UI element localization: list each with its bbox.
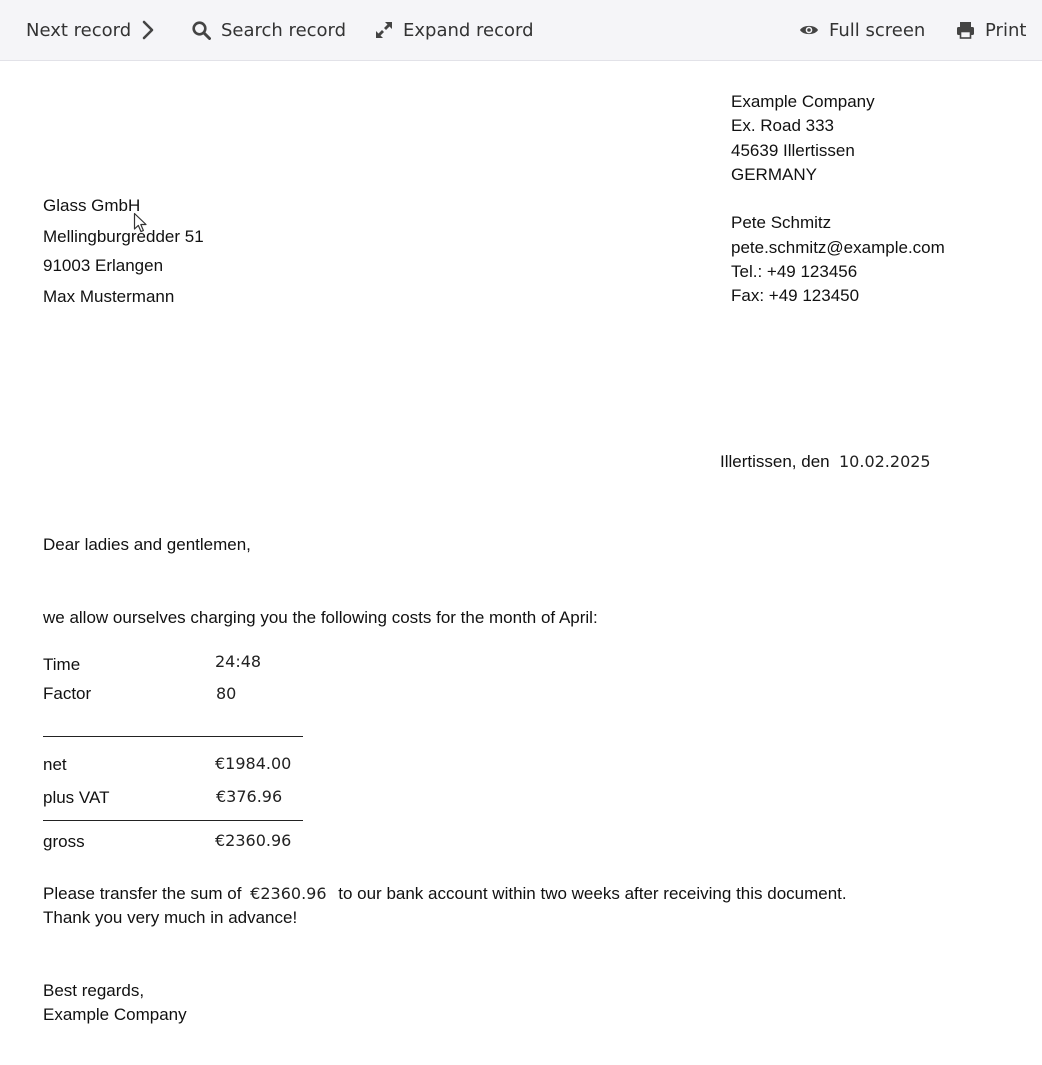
eye-icon [799,23,819,37]
record-toolbar [0,0,1042,61]
sender-city: 45639 Illertissen [731,141,855,160]
print-label: Print [985,19,1027,41]
sender-fax: Fax: +49 123450 [731,286,860,305]
search-icon [192,21,211,40]
signature-text: Example Company [43,1005,187,1024]
time-label: Time [43,655,81,674]
net-value: €1984.00 [215,754,292,773]
transfer-sentence [43,884,847,904]
sender-company: Example Company [731,92,875,111]
thanks-text: Thank you very much in advance! [43,908,298,927]
sender-country: GERMANY [731,165,817,184]
net-label: net [43,755,67,774]
time-value: 24:48 [215,652,262,671]
recipient-city: 91003 Erlangen [43,256,164,275]
sender-email: pete.schmitz@example.com [731,238,945,257]
sender-street: Ex. Road 333 [731,116,835,135]
full-screen-label: Full screen [829,19,926,41]
gross-value: €2360.96 [215,831,292,850]
transfer-suffix: to our bank account within two weeks after receiving this document. [338,884,847,903]
sender-tel: Tel.: +49 123456 [731,262,858,281]
expand-icon [375,21,393,39]
print-button[interactable] [956,0,1026,60]
closing-text: Best regards, [43,981,145,1000]
next-record-button[interactable] [26,0,155,60]
factor-label: Factor [43,684,92,703]
letter-document [0,61,1042,1065]
sender-contact-name: Pete Schmitz [731,213,832,232]
transfer-amount: €2360.96 [250,884,327,903]
printer-icon [956,21,975,39]
full-screen-button[interactable] [799,0,925,60]
transfer-prefix: Please transfer the sum of [43,884,242,903]
date-value: 10.02.2025 [839,452,931,471]
recipient-company: Glass GmbH [43,196,141,215]
intro-text: we allow ourselves charging you the following costs for the month of April: [43,608,598,627]
date-prefix: Illertissen, den [720,452,830,471]
next-record-label: Next record [26,19,132,41]
vat-value: €376.96 [216,787,283,806]
recipient-street: Mellingburgredder 51 [43,227,204,246]
factor-value: 80 [216,684,237,703]
divider-line [43,820,303,821]
expand-record-label: Expand record [403,19,534,41]
search-record-button[interactable] [192,0,346,60]
search-record-label: Search record [221,19,347,41]
expand-record-button[interactable] [375,0,534,60]
salutation: Dear ladies and gentlemen, [43,535,251,554]
gross-label: gross [43,832,85,851]
recipient-person: Max Mustermann [43,287,175,306]
chevron-right-icon [141,20,155,40]
vat-label: plus VAT [43,788,110,807]
divider-line [43,736,303,737]
